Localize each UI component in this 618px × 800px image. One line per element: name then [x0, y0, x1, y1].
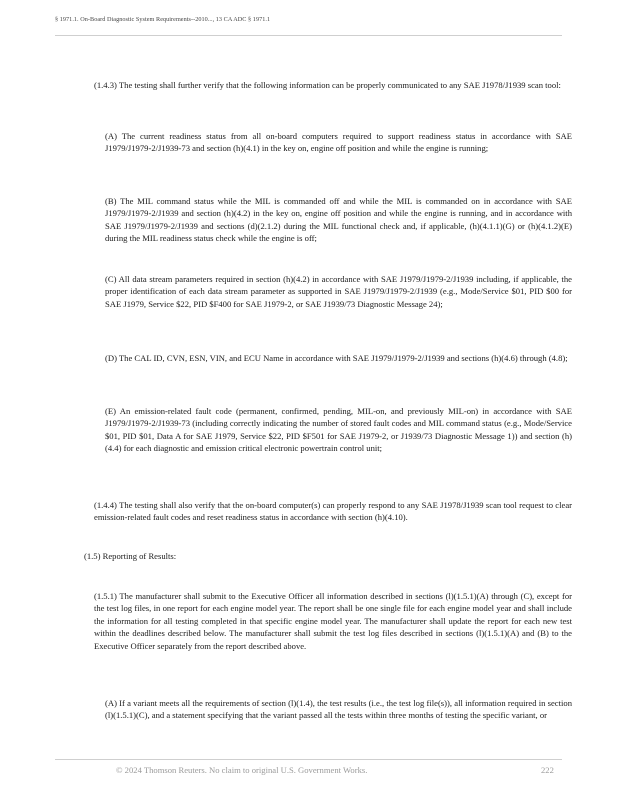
paragraph-c-data-stream: (C) All data stream parameters required in section (h)(4.2) in accordance with SAE J1979/J1979-2/J1939 including, if applicable, the proper identification of each data stream parameter as supported in SAE J1979/J1979-2/J1939 (e.g., Mode/Service $01, PID $00 for SAE J1979, Service $22, PID $F400 for SAE J1979-2, or SAE J1939/73 Diagnostic Message 24); — [105, 274, 572, 309]
page-number: 222 — [541, 765, 554, 775]
paragraph-1-5-1: (1.5.1) The manufacturer shall submit to the Executive Officer all information described in sections (l)(1.5.1)(A) through (C), except for the test log files, in one report for each engine model year. The report shall be one single file for each engine model year and shall include the information for all testing completed in that specific engine model year. The manufacturer shall update the report for each new test within the deadlines described below. The manufacturer shall submit the test log files described in sections (l)(1.5.1)(A) and (B) to the Executive Officer separately from the report described above. — [94, 591, 572, 651]
paragraph-a-readiness: (A) The current readiness status from all on-board computers required to support readiness status in accordance with SAE J1979/J1979-2/J1939-73 and section (h)(4.1) in the key on, engine off position and while the engine is running; — [105, 131, 572, 154]
paragraph-1-4-3: (1.4.3) The testing shall further verify that the following information can be properly communicated to any SAE J1978/J1939 scan tool: — [94, 80, 561, 90]
paragraph-b-mil-status: (B) The MIL command status while the MIL is commanded off and while the MIL is commanded on in accordance with SAE J1979/J1979-2/J1939 and section (h)(4.2) in the key on, engine off position and while the engine is running, and in accordance with SAE J1979/J1979-2/J1939 and sections (d)(2.1.2) during the MIL functional check and, if applicable, (h)(4.1.1)(G) or (h)(4.1.2)(E) during the MIL readiness status check while the engine is off; — [105, 196, 572, 244]
running-header: § 1971.1. On-Board Diagnostic System Requirements--2010..., 13 CA ADC § 1971.1 — [55, 16, 271, 23]
section-heading-reporting: (1.5) Reporting of Results: — [84, 551, 177, 561]
footer-copyright: © 2024 Thomson Reuters. No claim to original U.S. Government Works. — [116, 765, 368, 775]
header-divider — [55, 35, 562, 36]
paragraph-1-4-4: (1.4.4) The testing shall also verify that the on-board computer(s) can properly respond to any SAE J1978/J1939 scan tool request to clear emission-related fault codes and reset readiness status in accordance with section (h)(4.10). — [94, 500, 572, 523]
paragraph-d-cal-id: (D) The CAL ID, CVN, ESN, VIN, and ECU Name in accordance with SAE J1979/J1979-2/J1939 and sections (h)(4.6) through (4.8); — [105, 353, 568, 363]
footer-divider — [55, 759, 562, 760]
paragraph-e-fault-code: (E) An emission-related fault code (permanent, confirmed, pending, MIL-on, and previously MIL-on) in accordance with SAE J1979/J1979-2/J1939-73 (including correctly indicating the number of stored fault codes and MIL command status (e.g., Mode/Service $01, PID $01, Data A for SAE J1979, Service $22, PID $F501 for SAE J1979-2, or J1939/73 Diagnostic Message 1)) and section (h)(4.4) for each diagnostic and emission critical electronic powertrain control unit; — [105, 406, 572, 454]
paragraph-a-variant: (A) If a variant meets all the requirements of section (l)(1.4), the test results (i.e., the test log file(s)), all information required in section (l)(1.5.1)(C), and a statement specifying that the variant passed all the tests within three months of testing the specific variant, or — [105, 698, 572, 721]
